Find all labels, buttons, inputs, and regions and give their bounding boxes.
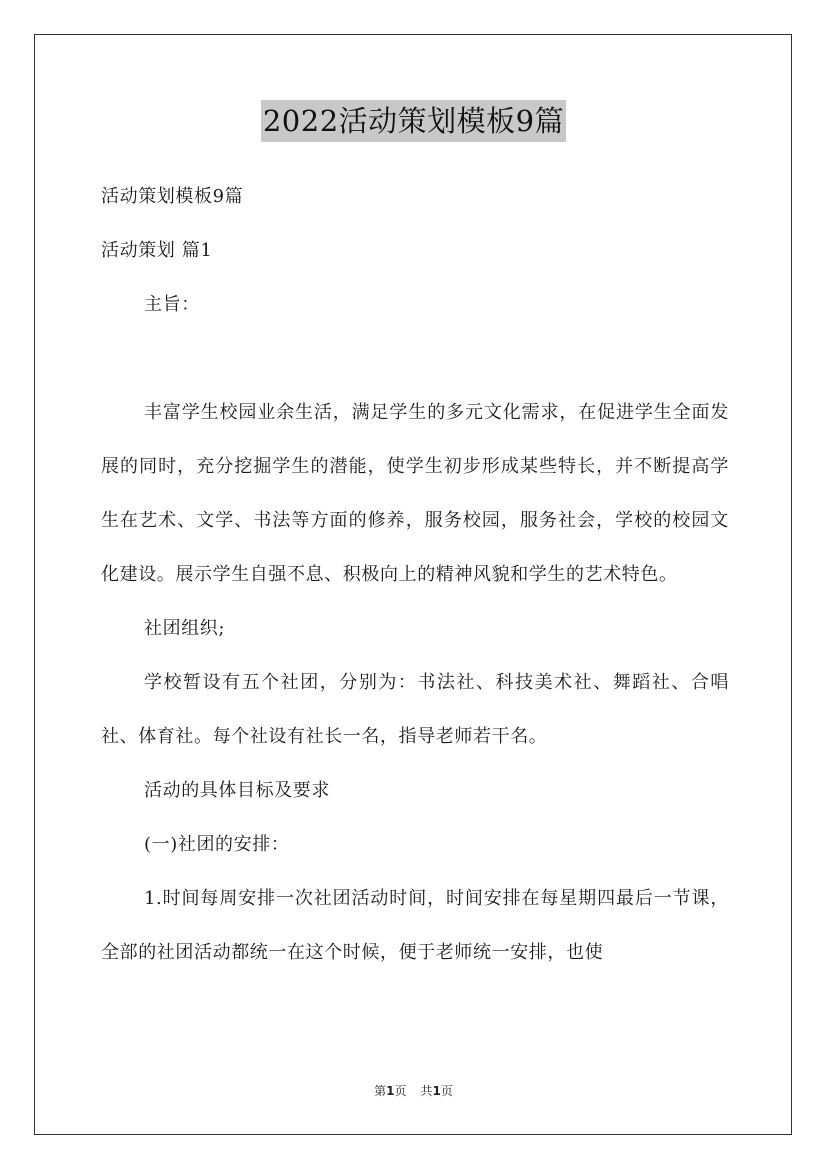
footer-page-suffix: 页 (394, 1084, 407, 1098)
footer-total-pages: 1 (432, 1084, 441, 1098)
footer-page-prefix: 第 (374, 1084, 387, 1098)
title-area (0, 100, 827, 142)
blank-line (101, 332, 729, 386)
section-heading: 活动策划 篇1 (101, 240, 213, 261)
arrangement-heading: (一)社团的安排： (144, 834, 290, 855)
footer-total-suffix: 页 (440, 1084, 453, 1098)
subtitle-paragraph: 活动策划模板9篇 (101, 186, 244, 207)
organization-heading: 社团组织; (144, 618, 226, 639)
footer-page-number: 1 (386, 1084, 395, 1098)
page-footer (0, 1082, 827, 1099)
footer-total-prefix: 共 (420, 1084, 433, 1098)
document-body (101, 170, 729, 980)
purpose-heading: 主旨： (144, 294, 200, 315)
time-paragraph: 1.时间每周安排一次社团活动时间，时间安排在每星期四最后一节课，全部的社团活动都统一在这个时候，便于老师统一安排，也使 (101, 888, 729, 963)
document-title: 2022活动策划模板9篇 (261, 100, 566, 142)
purpose-paragraph: 丰富学生校园业余生活，满足学生的多元文化需求，在促进学生全面发展的同时，充分挖掘学生的潜能，使学生初步形成某些特长，并不断提高学生在艺术、文学、书法等方面的修养，服务校园，服务社会，学校的校园文化建设。展示学生自强不息、积极向上的精神风貌和学生的艺术特色。 (101, 402, 729, 585)
goals-heading: 活动的具体目标及要求 (144, 780, 330, 801)
organization-paragraph: 学校暂设有五个社团，分别为：书法社、科技美术社、舞蹈社、合唱社、体育社。每个社设有社长一名，指导老师若干名。 (101, 672, 729, 747)
